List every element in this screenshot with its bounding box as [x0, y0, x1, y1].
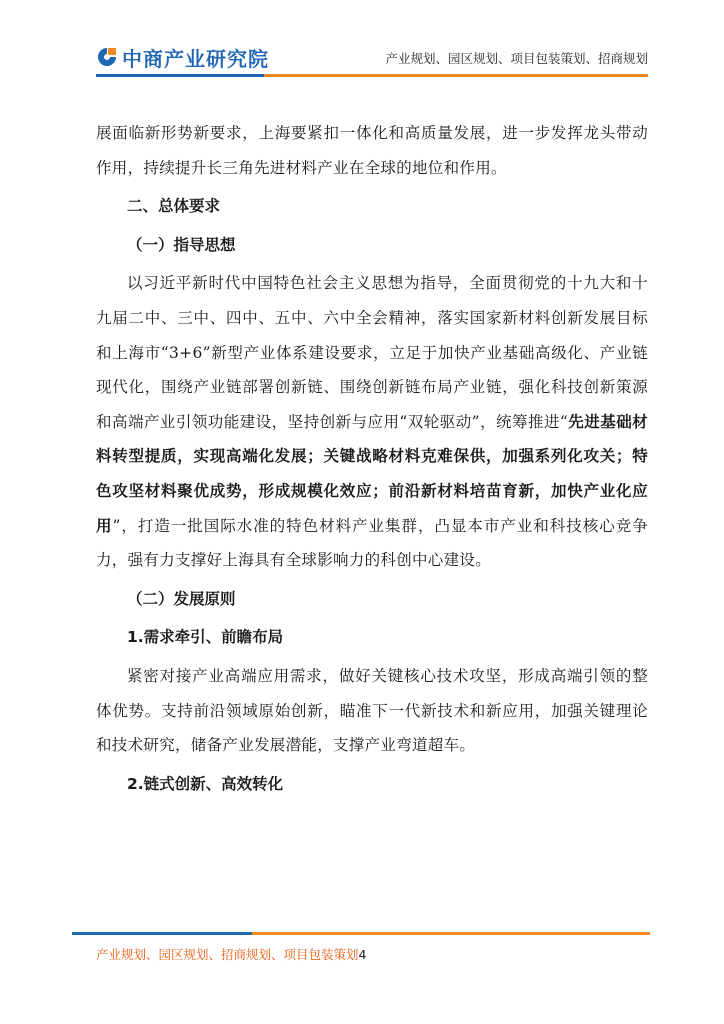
header-divider-orange [264, 74, 648, 77]
logo-text: 中商产业研究院 [122, 46, 269, 71]
page-header [0, 0, 724, 80]
paragraph-text: 以习近平新时代中国特色社会主义思想为指导，全面贯彻党的十九大和十九届二中、三中、四中、五中、六中全会精神，落实国家新材料创新发展目标和上海市“3+6”新型产业体系建设要求，立足于加快产业基础高级化、产业链现代化，围绕产业链部署创新链、围绕创新链布局产业链，强化科技创新策源和高端产业引领功能建设，坚持创新与应用“双轮驱动”，统筹推进“ [96, 274, 648, 431]
footer-divider-orange [252, 932, 650, 935]
logo-icon [96, 46, 118, 68]
paragraph-text: ”，打造一批国际水准的特色材料产业集群，凸显本市产业和科技核心竞争力，强有力支撑好上海具有全球影响力的科创中心建设。 [96, 516, 648, 570]
document-body [96, 116, 648, 801]
footer-divider-blue [72, 932, 252, 935]
header-tagline: 产业规划、园区规划、项目包装策划、招商规划 [385, 51, 648, 66]
principle-heading-2: 2.链式创新、高效转化 [127, 774, 284, 793]
company-logo [96, 43, 269, 71]
subsection-heading-principles: （二）发展原则 [127, 589, 236, 608]
paragraph-intro: 展面临新形势新要求，上海要紧扣一体化和高质量发展，进一步发挥龙头带动作用，持续提升长三角先进材料产业在全球的地位和作用。 [96, 124, 648, 177]
section-heading-general-requirements: 二、总体要求 [127, 197, 221, 216]
page-footer [96, 945, 366, 963]
footer-tagline: 产业规划、园区规划、招商规划、项目包装策划 [96, 947, 359, 962]
paragraph-principle-1: 紧密对接产业高端应用需求，做好关键核心技术攻坚，形成高端引领的整体优势。支持前沿领域原始创新，瞄准下一代新技术和新应用，加强关键理论和技术研究，储备产业发展潜能，支撑产业弯道超车。 [96, 666, 648, 755]
page-number: 4 [358, 947, 367, 962]
emphasized-text: 先进基础材料转型提质，实现高端化发展；关键战略材料克难保供，加强系列化攻关；特色攻坚材料聚优成势，形成规模化效应；前沿新材料培苗育新，加快产业化应用 [96, 412, 648, 535]
subsection-heading-guiding-ideology: （一）指导思想 [127, 235, 236, 254]
principle-heading-1: 1.需求牵引、前瞻布局 [127, 628, 284, 647]
paragraph-guiding-ideology [96, 266, 648, 577]
header-divider-blue [96, 74, 264, 77]
